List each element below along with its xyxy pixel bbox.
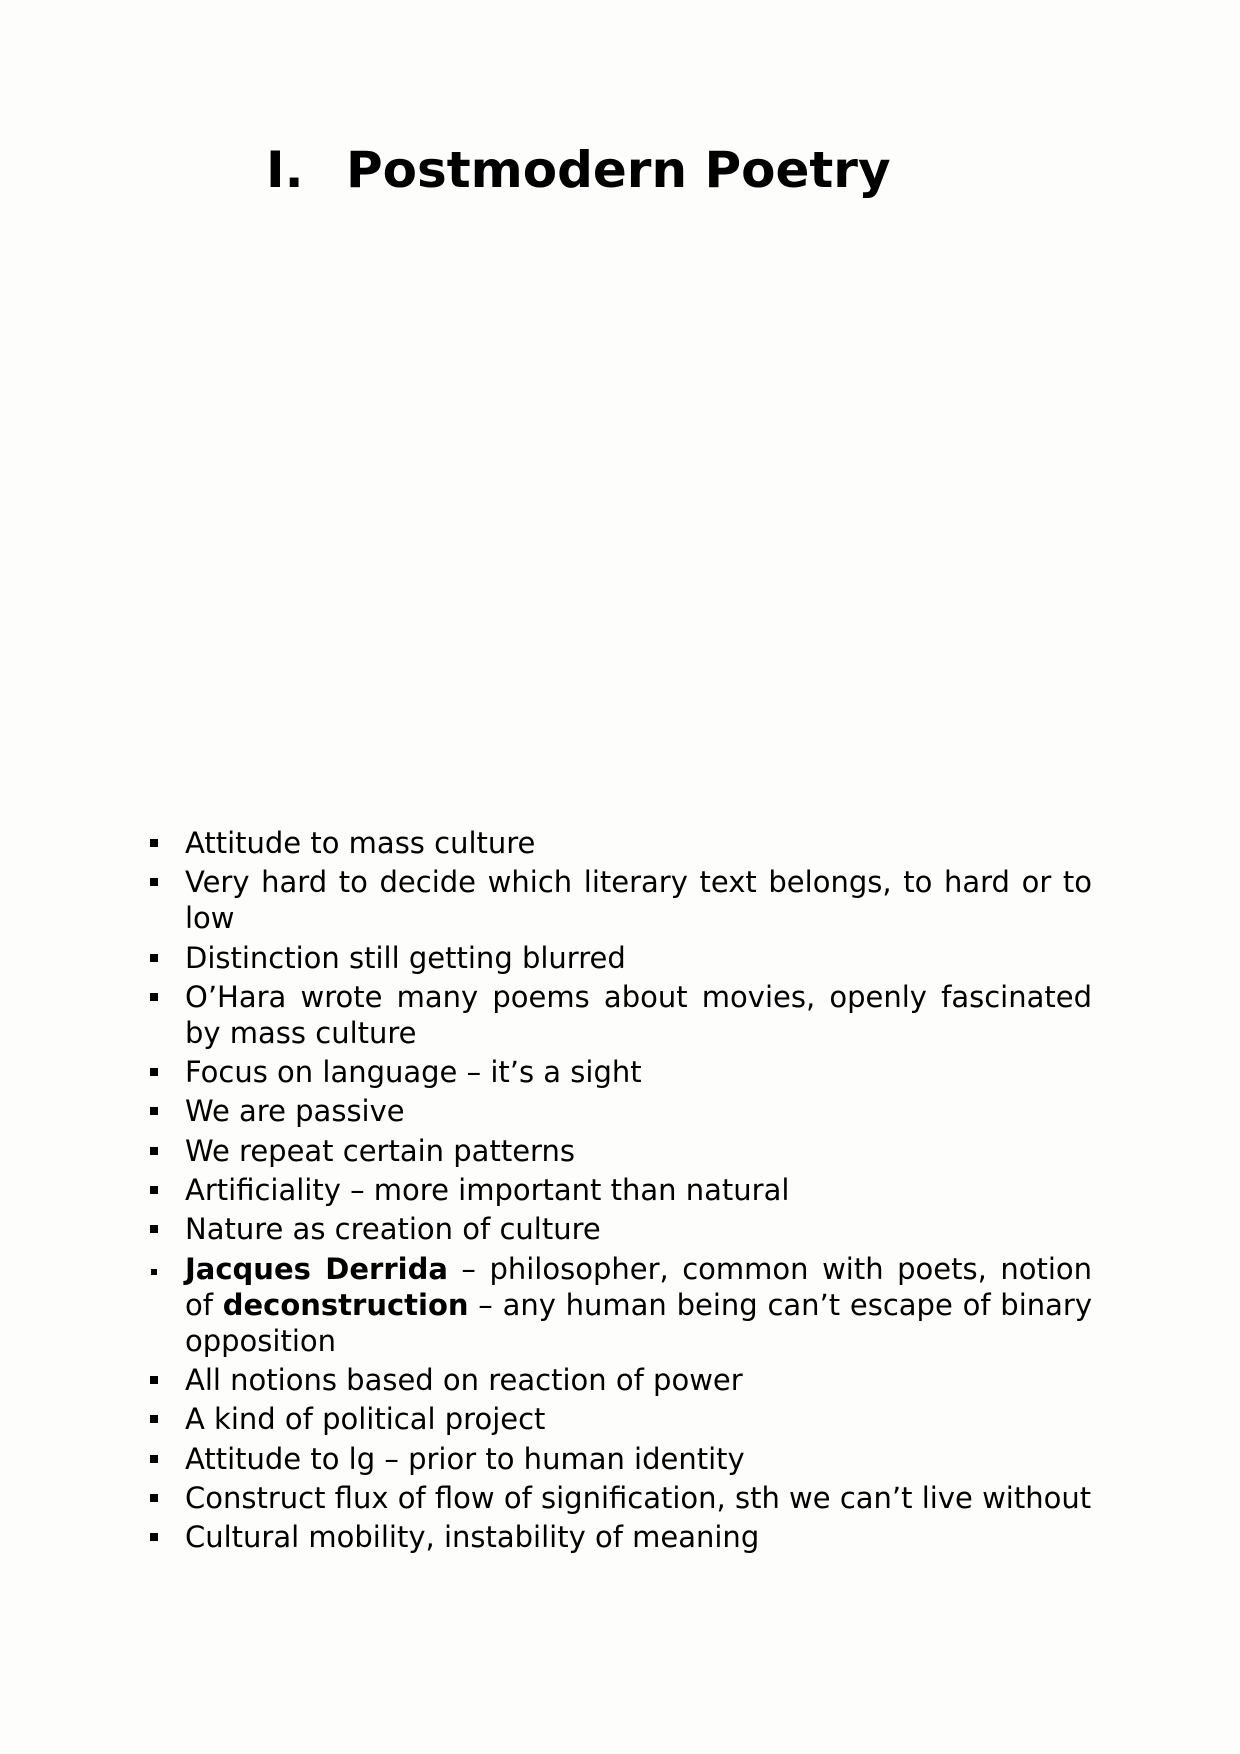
list-item: Attitude to lg – prior to human identity [150,1441,1092,1477]
list-item: Very hard to decide which literary text belongs, to hard or to low [150,864,1092,936]
square-bullet-icon [150,839,158,847]
square-bullet-icon [150,1225,158,1233]
key-term: deconstruction [222,1287,469,1322]
list-item: Cultural mobility, instability of meaning [150,1519,1092,1555]
list-item: Attitude to mass culture [150,825,1092,861]
square-bullet-icon [150,954,158,962]
list-item-derrida: Jacques Derrida – philosopher, common with poets, notion of deconstruction – any human being can’t escape of binary opposition [150,1251,1092,1359]
list-item: O’Hara wrote many poems about movies, openly fascinated by mass culture [150,979,1092,1051]
square-bullet-icon [150,1107,158,1115]
square-bullet-icon [150,1494,158,1502]
list-item: Artificiality – more important than natural [150,1172,1092,1208]
square-bullet-icon [150,1533,158,1541]
list-item: Nature as creation of culture [150,1211,1092,1247]
section-number: I. [266,141,304,199]
list-item: Focus on language – it’s a sight [150,1054,1092,1090]
square-bullet-icon [150,1147,158,1155]
list-item: Distinction still getting blurred [150,940,1092,976]
list-item: All notions based on reaction of power [150,1362,1092,1398]
square-bullet-icon [150,1376,158,1384]
square-bullet-icon [150,1455,158,1463]
list-item: We repeat certain patterns [150,1133,1092,1169]
square-bullet-icon [150,993,158,1001]
square-bullet-icon [150,878,158,886]
bullet-list [150,825,1092,1558]
list-item: A kind of political project [150,1401,1092,1437]
section-title: Postmodern Poetry [346,141,891,199]
square-bullet-icon [150,1068,158,1076]
list-item: Construct flux of flow of signification, sth we can’t live without [150,1480,1092,1516]
square-bullet-icon [150,1415,158,1423]
list-item: We are passive [150,1093,1092,1129]
square-bullet-icon [150,1186,158,1194]
philosopher-name: Jacques Derrida [185,1251,448,1286]
section-heading [266,140,891,200]
square-bullet-icon [151,1269,157,1275]
